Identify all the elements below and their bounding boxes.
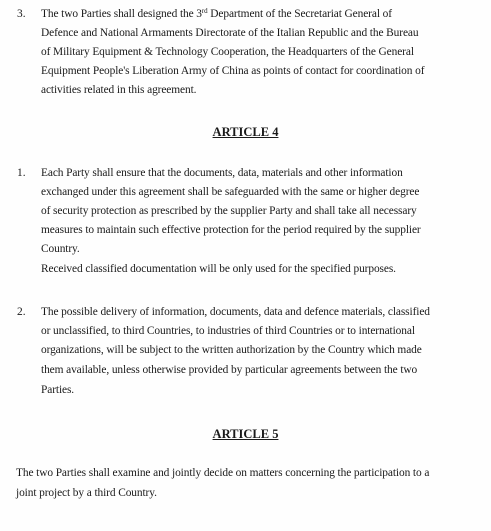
article4-item1-line6: Received classified documentation will be only used for the specified purposes.: [41, 263, 396, 275]
article4-item2-line3: organizations, will be subject to the written authorization by the Country which made: [41, 344, 422, 356]
article4-item2-line4: them available, unless otherwise provided by particular agreements between the two: [41, 364, 418, 376]
article4-item2-number: 2.: [17, 306, 26, 318]
para3-line2: Defence and National Armaments Directorate of the Italian Republic and the Bureau: [41, 27, 419, 39]
article4-item1-line4: measures to maintain such effective protection for the period required by the supplier: [41, 224, 421, 236]
para3-line1-sup: rd: [201, 7, 208, 15]
article4-item1-line2: exchanged under this agreement shall be safeguarded with the same or higher degree: [41, 186, 420, 198]
para3-line1: [41, 7, 392, 21]
article5-line1: The two Parties shall examine and jointly decide on matters concerning the participation to a: [16, 467, 430, 479]
para3-line3: of Military Equipment & Technology Cooperation, the Headquarters of the General: [41, 46, 414, 58]
article5-line2: joint project by a third Country.: [16, 487, 157, 499]
article4-item2-line1: The possible delivery of information, documents, data and defence materials, classified: [41, 306, 430, 318]
article4-item1-number: 1.: [17, 167, 26, 179]
para3-number: 3.: [17, 8, 26, 20]
para3-line4: Equipment People's Liberation Army of China as points of contact for coordination of: [41, 65, 425, 77]
article5-heading: ARTICLE 5: [212, 427, 279, 441]
para3-line5: activities related in this agreement.: [41, 84, 197, 96]
article4-heading: ARTICLE 4: [212, 125, 279, 139]
article4-item1-line3: of security protection as prescribed by the supplier Party and shall take all necessary: [41, 205, 417, 217]
para3-line1-post: Department of the Secretariat General of: [207, 8, 392, 20]
para3-line1-pre: The two Parties shall designed the 3: [41, 8, 202, 20]
article4-item2-line5: Parties.: [41, 384, 75, 396]
article4-item2-line2: or unclassified, to third Countries, to industries of third Countries or to international: [41, 325, 415, 337]
article4-item1-line5: Country.: [41, 243, 80, 255]
article4-item1-line1: Each Party shall ensure that the documents, data, materials and other information: [41, 167, 403, 179]
